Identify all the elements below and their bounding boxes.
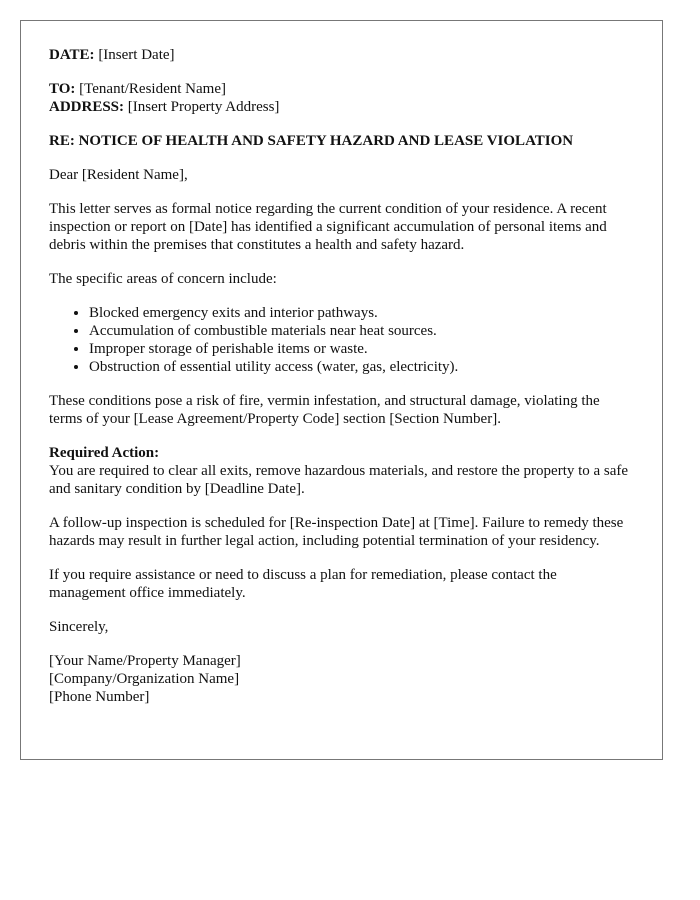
concerns-intro: The specific areas of concern include: <box>49 271 277 287</box>
assistance-paragraph: If you require assistance or need to discuss a plan for remediation, please contact the management office immediately. <box>49 567 557 601</box>
date-line <box>49 46 634 64</box>
signature-company: [Company/Organization Name] <box>49 671 240 687</box>
date-value: [Insert Date] <box>98 47 175 63</box>
to-label: TO: <box>49 81 76 97</box>
letter <box>20 20 663 760</box>
followup-paragraph: A follow-up inspection is scheduled for [Re-inspection Date] at [Time]. Failure to remedy these hazards may result in further legal action, including potential termination of your residency. <box>49 515 624 549</box>
list-item: • Obstruction of essential utility access (water, gas, electricity). <box>89 358 634 376</box>
address-label: ADDRESS: <box>49 99 125 115</box>
recipient-block <box>49 80 634 116</box>
signature-name: [Your Name/Property Manager] <box>49 653 241 669</box>
intro-paragraph: This letter serves as formal notice regarding the current condition of your residence. A recent inspection or report on [Date] has identified a significant accumulation of personal items and debris within the premises that constitutes a health and safety hazard. <box>49 201 607 253</box>
required-action-label: Required Action: <box>49 445 160 461</box>
list-item: • Accumulation of combustible materials near heat sources. <box>89 322 634 340</box>
signature-phone: [Phone Number] <box>49 689 150 705</box>
date-label: DATE: <box>49 47 95 63</box>
subject-line: RE: NOTICE OF HEALTH AND SAFETY HAZARD AND LEASE VIOLATION <box>49 133 574 149</box>
risk-paragraph: These conditions pose a risk of fire, vermin infestation, and structural damage, violating the terms of your [Lease Agreement/Property Code] section [Section Number]. <box>49 393 600 427</box>
required-action <box>49 444 634 498</box>
closing: Sincerely, <box>49 619 109 635</box>
address-value: [Insert Property Address] <box>127 99 280 115</box>
list-item: • Blocked emergency exits and interior pathways. <box>89 304 634 322</box>
required-action-text: You are required to clear all exits, remove hazardous materials, and restore the property to a safe and sanitary condition by [Deadline Date]. <box>49 463 629 497</box>
to-value: [Tenant/Resident Name] <box>79 81 226 97</box>
concerns-list <box>49 304 634 376</box>
salutation: Dear [Resident Name], <box>49 167 188 183</box>
signature-block <box>49 652 634 706</box>
list-item: • Improper storage of perishable items or waste. <box>89 340 634 358</box>
